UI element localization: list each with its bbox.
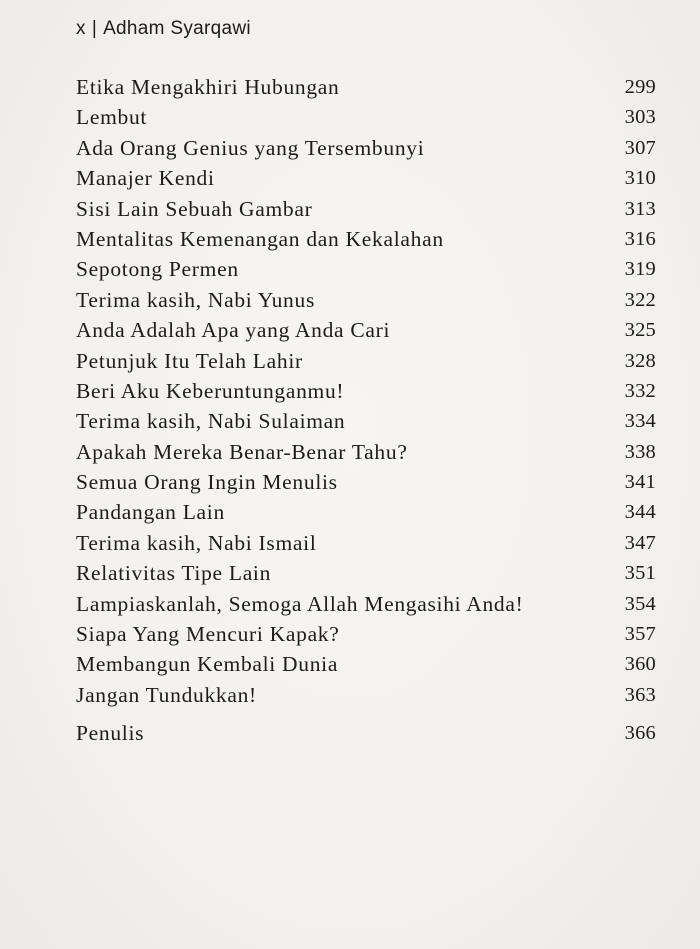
toc-entry-page: 316 (624, 227, 656, 250)
toc-entry-page: 310 (624, 167, 656, 190)
toc-entry-page: 334 (624, 410, 656, 433)
toc-entry-title: Pandangan Lain (76, 500, 225, 525)
toc-entry-page: 344 (624, 501, 656, 524)
toc-entry (76, 254, 656, 284)
toc-entry-page: 338 (624, 440, 656, 463)
toc-entry (76, 528, 656, 558)
toc-entry (76, 346, 656, 376)
toc-entry-title: Terima kasih, Nabi Sulaiman (76, 409, 346, 434)
toc-entry (76, 163, 656, 193)
toc-entry (76, 619, 656, 649)
table-of-contents (76, 72, 656, 749)
toc-entry-page: 332 (624, 379, 656, 402)
page-number-roman: x (76, 18, 86, 39)
toc-entry-title: Mentalitas Kemenangan dan Kekalahan (76, 226, 444, 251)
toc-entry (76, 589, 656, 619)
toc-entry (76, 437, 656, 467)
toc-entry-title: Lampiaskanlah, Semoga Allah Mengasihi Anda! (76, 591, 524, 616)
toc-entry (76, 467, 656, 497)
toc-entry (76, 718, 656, 748)
toc-entry (76, 194, 656, 224)
toc-entry (76, 133, 656, 163)
toc-entry-page: 363 (624, 683, 656, 706)
toc-entry (76, 649, 656, 679)
toc-entry-title: Relativitas Tipe Lain (76, 561, 272, 586)
toc-entry-title: Apakah Mereka Benar-Benar Tahu? (76, 439, 408, 464)
toc-entry-title: Membangun Kembali Dunia (76, 652, 339, 677)
toc-entry-page: 299 (624, 76, 656, 98)
toc-entry-page: 341 (624, 471, 656, 494)
toc-entry-page: 328 (624, 349, 656, 372)
toc-entry-title: Petunjuk Itu Telah Lahir (76, 348, 303, 373)
toc-entry-title: Sisi Lain Sebuah Gambar (76, 196, 313, 221)
toc-entry (76, 285, 656, 315)
toc-entry (76, 406, 656, 436)
toc-entry-title: Terima kasih, Nabi Ismail (76, 530, 317, 555)
toc-entry-page: 360 (624, 653, 656, 676)
toc-entry (76, 497, 656, 527)
toc-entry-page: 357 (624, 623, 656, 646)
toc-entry-title: Terima kasih, Nabi Yunus (76, 287, 316, 312)
toc-entry-title: Semua Orang Ingin Menulis (76, 470, 338, 495)
toc-entry-page: 366 (624, 722, 656, 745)
toc-entry-page: 354 (624, 592, 656, 615)
toc-entry-page: 325 (624, 319, 656, 342)
toc-entry-title: Lembut (76, 105, 148, 130)
toc-entry-page: 319 (624, 258, 656, 281)
toc-entry (76, 315, 656, 345)
toc-entry-title: Penulis (76, 721, 145, 746)
toc-entry-page: 307 (624, 136, 656, 159)
toc-entry (76, 102, 656, 132)
toc-entry-title: Jangan Tundukkan! (76, 682, 257, 707)
toc-entry-title: Siapa Yang Mencuri Kapak? (76, 622, 340, 647)
toc-entry-title: Sepotong Permen (76, 257, 239, 282)
toc-entry (76, 224, 656, 254)
toc-entry-title: Beri Aku Keberuntunganmu! (76, 378, 345, 403)
toc-entry (76, 558, 656, 588)
toc-entry-page: 303 (624, 106, 656, 129)
toc-entry-title: Etika Mengakhiri Hubungan (76, 75, 340, 99)
header-separator: | (91, 18, 98, 39)
toc-entry-page: 351 (624, 562, 656, 585)
toc-entry-title: Ada Orang Genius yang Tersembunyi (76, 135, 425, 160)
toc-entry-page: 313 (624, 197, 656, 220)
toc-entry-page: 347 (624, 531, 656, 554)
author-name: Adham Syarqawi (103, 18, 251, 39)
toc-entry (76, 72, 656, 102)
toc-entry-page: 322 (624, 288, 656, 311)
toc-entry (76, 376, 656, 406)
toc-entry-title: Manajer Kendi (76, 166, 215, 191)
running-header (76, 18, 251, 40)
toc-entry (76, 680, 656, 710)
toc-entry-title: Anda Adalah Apa yang Anda Cari (76, 318, 391, 343)
